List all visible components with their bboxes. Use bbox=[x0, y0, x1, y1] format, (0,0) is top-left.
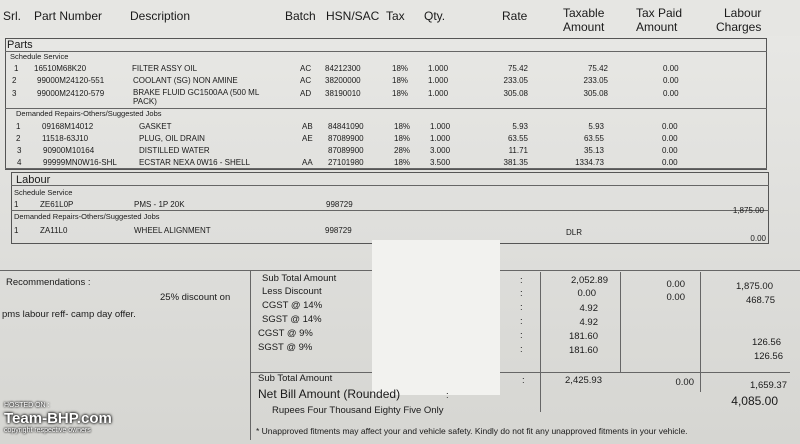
cell-srl: 3 bbox=[12, 89, 17, 98]
recommendations-label: Recommendations : bbox=[6, 277, 91, 288]
cell-tax: 18% bbox=[392, 76, 409, 85]
cell-hsn: 27101980 bbox=[328, 158, 364, 167]
header-labour-1: Labour bbox=[724, 6, 762, 20]
summary-labour-value: 126.56 bbox=[753, 351, 783, 362]
summary-labour-value: 468.75 bbox=[745, 295, 775, 306]
cell-tax: 18% bbox=[394, 122, 411, 131]
cell-taxable: 35.13 bbox=[583, 146, 604, 155]
rule bbox=[11, 185, 769, 186]
summary-colon: : bbox=[522, 375, 525, 386]
cell-code: ZE61L0P bbox=[40, 200, 74, 209]
cell-srl: 2 bbox=[12, 76, 17, 85]
cell-hsn: 87089900 bbox=[328, 146, 364, 155]
summary-parts-value: 0.00 bbox=[577, 288, 596, 299]
cell-taxable: 63.55 bbox=[583, 134, 604, 143]
cell-batch: AA bbox=[302, 158, 313, 167]
cell-qty: 3.000 bbox=[430, 146, 451, 155]
header-batch: Batch bbox=[285, 9, 316, 23]
cell-qty: 1.000 bbox=[430, 134, 451, 143]
cell-tax: 18% bbox=[392, 64, 409, 73]
cell-rate: 75.42 bbox=[507, 64, 528, 73]
summary-label: CGST @ 9% bbox=[258, 328, 313, 339]
watermark bbox=[4, 402, 112, 435]
cell-batch: AE bbox=[302, 134, 313, 143]
cell-batch: AD bbox=[300, 89, 312, 98]
summary-taxpaid-value: 0.00 bbox=[666, 292, 685, 303]
cell-hsn: 87089900 bbox=[328, 134, 364, 143]
cell-tax: 18% bbox=[394, 134, 411, 143]
summary-colon: : bbox=[520, 316, 523, 327]
demanded-title: Demanded Repairs-Others/Suggested Jobs bbox=[16, 109, 162, 118]
cell-srl: 1 bbox=[16, 122, 21, 131]
subtotal-labour-value: 1,659.37 bbox=[750, 380, 787, 391]
header-labour-2: Charges bbox=[716, 20, 762, 34]
cell-hsn: 998729 bbox=[325, 226, 352, 235]
cell-qty: 3.500 bbox=[430, 158, 451, 167]
cell-taxpaid: 0.00 bbox=[662, 146, 678, 155]
cell-rate: 63.55 bbox=[507, 134, 528, 143]
cell-taxable: 1334.73 bbox=[575, 158, 604, 167]
header-tax: Tax bbox=[386, 9, 405, 23]
rule bbox=[5, 51, 767, 52]
summary-label: CGST @ 14% bbox=[262, 300, 323, 311]
cell-taxpaid: 0.00 bbox=[663, 89, 679, 98]
rule bbox=[5, 168, 767, 169]
redacted-block bbox=[372, 240, 500, 395]
rule bbox=[700, 272, 701, 392]
cell-rate: 305.08 bbox=[503, 89, 528, 98]
cell-taxpaid: 0.00 bbox=[663, 64, 679, 73]
summary-colon: : bbox=[520, 288, 523, 299]
cell-desc: PLUG, OIL DRAIN bbox=[139, 134, 205, 143]
cell-srl: 1 bbox=[14, 200, 19, 209]
cell-part: 09168M14012 bbox=[42, 122, 94, 131]
summary-parts-value: 2,052.89 bbox=[571, 275, 608, 286]
header-rate: Rate bbox=[502, 9, 528, 23]
cell-rate: 5.93 bbox=[512, 122, 528, 131]
cell-srl: 1 bbox=[14, 226, 19, 235]
cell-part: 99000M24120-579 bbox=[37, 89, 105, 98]
summary-parts-value: 4.92 bbox=[579, 317, 598, 328]
header-part-number: Part Number bbox=[34, 9, 103, 23]
cell-taxable: 305.08 bbox=[583, 89, 608, 98]
header-srl: Srl. bbox=[3, 9, 21, 23]
cell-part: 99999MN0W16-SHL bbox=[43, 158, 117, 167]
summary-label: Less Discount bbox=[262, 286, 322, 297]
cell-tax: 18% bbox=[394, 158, 411, 167]
summary-parts-value: 181.60 bbox=[568, 331, 598, 342]
summary-parts-value: 4.92 bbox=[579, 303, 598, 314]
cell-part: 90900M10164 bbox=[43, 146, 95, 155]
rule bbox=[250, 270, 251, 440]
cell-desc: DISTILLED WATER bbox=[139, 146, 210, 155]
cell-rate: 11.71 bbox=[508, 146, 528, 155]
cell-taxable: 75.42 bbox=[587, 64, 608, 73]
cell-batch: AB bbox=[302, 122, 313, 131]
cell-tax: 28% bbox=[394, 146, 411, 155]
header-description: Description bbox=[130, 9, 191, 23]
labour-schedule-title: Schedule Service bbox=[14, 188, 73, 197]
summary-colon: : bbox=[520, 344, 523, 355]
cell-rate: 381.35 bbox=[503, 158, 528, 167]
schedule-service-title: Schedule Service bbox=[10, 52, 69, 61]
cell-srl: 4 bbox=[17, 158, 22, 167]
cell-desc: BRAKE FLUID GC1500AA (500 ML bbox=[133, 88, 260, 97]
cell-hsn: 998729 bbox=[326, 200, 353, 209]
cell-taxpaid: 0.00 bbox=[662, 158, 678, 167]
watermark-copyright: copyright respective owners bbox=[4, 427, 91, 434]
subtotal-parts-value: 2,425.93 bbox=[565, 375, 602, 386]
cell-part: 11518-63J10 bbox=[42, 134, 89, 143]
subtotal-label: Sub Total Amount bbox=[258, 373, 333, 384]
cell-hsn: 38190010 bbox=[325, 89, 361, 98]
cell-rate: 233.05 bbox=[503, 76, 528, 85]
summary-colon: : bbox=[520, 330, 523, 341]
cell-desc: GASKET bbox=[139, 122, 172, 131]
cell-tax: 18% bbox=[392, 89, 409, 98]
cell-desc: ECSTAR NEXA 0W16 - SHELL bbox=[139, 158, 250, 167]
header-hsn: HSN/SAC bbox=[326, 9, 380, 23]
summary-parts-value: 181.60 bbox=[568, 345, 598, 356]
summary-label: SGST @ 14% bbox=[262, 314, 322, 325]
header-taxable-1: Taxable bbox=[563, 6, 605, 20]
subtotal-taxpaid-value: 0.00 bbox=[675, 377, 694, 388]
labour-frame bbox=[11, 172, 769, 244]
cell-qty: 1.000 bbox=[428, 89, 449, 98]
rule bbox=[620, 272, 621, 372]
disclaimer: * Unapproved fitments may affect your and vehicle safety. Kindly do not fit any unapproved fitments in your vehicle. bbox=[256, 426, 688, 436]
cell-part: 99000M24120-551 bbox=[37, 76, 105, 85]
summary-colon: : bbox=[520, 275, 523, 286]
cell-code: ZA11L0 bbox=[40, 226, 68, 235]
recommendations-line2: pms labour reff- camp day offer. bbox=[2, 309, 136, 320]
cell-qty: 1.000 bbox=[430, 122, 451, 131]
cell-taxpaid: 0.00 bbox=[662, 134, 678, 143]
summary-colon: : bbox=[520, 302, 523, 313]
cell-desc: PMS - 1P 20K bbox=[134, 200, 185, 209]
cell-qty: 1.000 bbox=[428, 64, 449, 73]
rule bbox=[11, 210, 769, 211]
recommendations-line1: 25% discount on bbox=[160, 292, 231, 303]
cell-desc: FILTER ASSY OIL bbox=[132, 64, 198, 73]
watermark-hosted: HOSTED ON : bbox=[4, 402, 50, 409]
cell-taxpaid: 0.00 bbox=[663, 76, 679, 85]
cell-part: 16510M68K20 bbox=[34, 64, 87, 73]
cell-hsn: 84841090 bbox=[328, 122, 364, 131]
labour-demanded-title: Demanded Repairs-Others/Suggested Jobs bbox=[14, 212, 160, 221]
cell-labour: 0.00 bbox=[750, 234, 766, 243]
header-taxpaid-1: Tax Paid bbox=[636, 6, 683, 20]
summary-labour-value: 1,875.00 bbox=[736, 281, 773, 292]
labour-title: Labour bbox=[16, 174, 51, 186]
cell-batch: DLR bbox=[566, 228, 583, 237]
cell-batch: AC bbox=[300, 76, 312, 85]
header-taxable-2: Amount bbox=[563, 20, 605, 34]
cell-labour: 1,875.00 bbox=[732, 206, 764, 215]
summary-label: Sub Total Amount bbox=[262, 273, 337, 284]
cell-hsn: 84212300 bbox=[325, 64, 361, 73]
parts-title: Parts bbox=[7, 39, 33, 51]
cell-desc: WHEEL ALIGNMENT bbox=[134, 226, 211, 235]
summary-label: SGST @ 9% bbox=[258, 342, 313, 353]
net-bill-words: Rupees Four Thousand Eighty Five Only bbox=[272, 405, 444, 416]
cell-hsn: 38200000 bbox=[325, 76, 361, 85]
cell-srl: 3 bbox=[17, 146, 22, 155]
cell-desc-cont: PACK) bbox=[133, 97, 157, 106]
header-taxpaid-2: Amount bbox=[636, 20, 678, 34]
cell-taxable: 5.93 bbox=[588, 122, 604, 131]
net-bill-label: Net Bill Amount (Rounded) bbox=[258, 387, 401, 401]
net-bill-colon: : bbox=[446, 390, 449, 401]
watermark-logo: Team-BHP.com bbox=[4, 410, 112, 427]
header-qty: Qty. bbox=[424, 9, 446, 23]
cell-srl: 2 bbox=[16, 134, 21, 143]
summary-labour-value: 126.56 bbox=[751, 337, 781, 348]
cell-desc: COOLANT (SG) NON AMINE bbox=[133, 76, 238, 85]
net-bill-value: 4,085.00 bbox=[731, 394, 778, 408]
cell-srl: 1 bbox=[14, 64, 19, 73]
cell-taxable: 233.05 bbox=[583, 76, 608, 85]
parts-frame bbox=[5, 38, 767, 170]
summary-taxpaid-value: 0.00 bbox=[666, 279, 685, 290]
table-header bbox=[0, 0, 800, 36]
cell-taxpaid: 0.00 bbox=[662, 122, 678, 131]
cell-batch: AC bbox=[300, 64, 312, 73]
cell-qty: 1.000 bbox=[428, 76, 449, 85]
